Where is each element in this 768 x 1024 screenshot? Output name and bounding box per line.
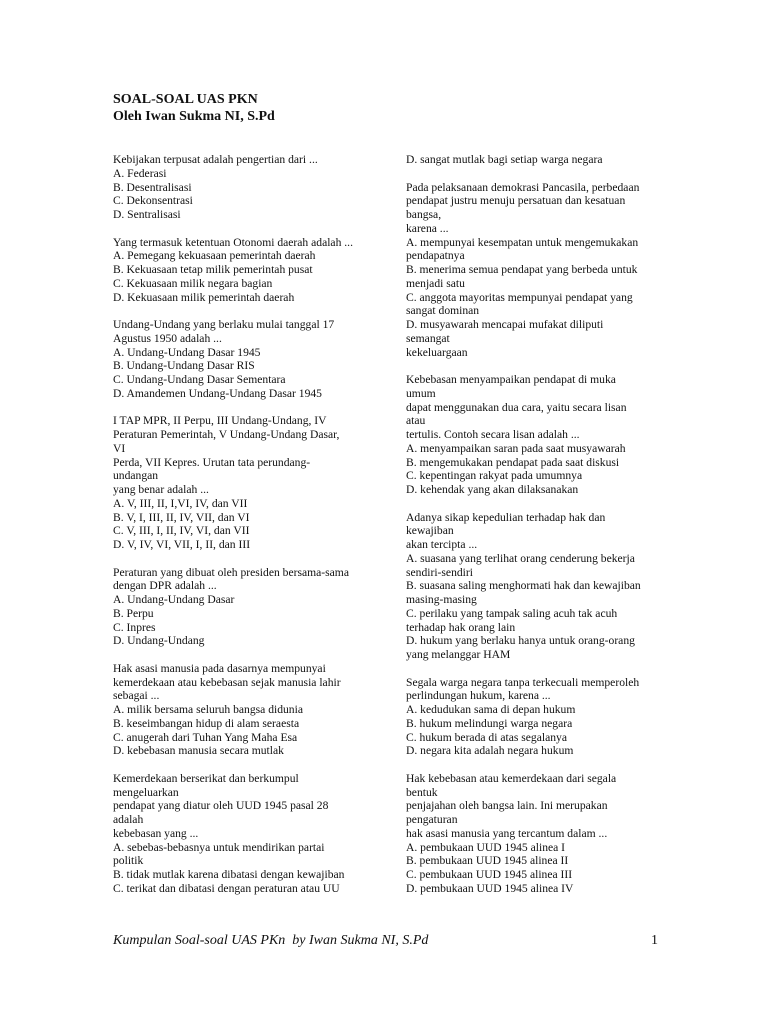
answer-option: B. menerima semua pendapat yang berbeda untuk [406,263,638,276]
answer-option: A. sebebas-bebasnya untuk mendirikan partai [113,840,325,854]
answer-option: A. Undang-Undang Dasar 1945 [113,345,261,359]
question-text-line: bangsa, [406,208,442,221]
question-text-line: Yang termasuk ketentuan Otonomi daerah adalah ... [113,235,353,249]
question-text-line: mengeluarkan [113,785,179,799]
question-text-line: pendapat justru menuju persatuan dan kesatuan [406,194,626,208]
question-text-line: hak asasi manusia yang tercantum dalam ... [406,826,608,840]
answer-option: A. pembukaan UUD 1945 alinea I [406,840,566,854]
answer-option: C. V, III, I, II, IV, VI, dan VII [113,524,250,538]
answer-option: D. kehendak yang akan dilaksanakan [406,483,579,496]
question-text-line: dapat menggunakan dua cara, yaitu secara lisan [406,400,627,414]
question-text-line: kewajiban [406,524,454,538]
answer-option: B. Undang-Undang Dasar RIS [113,359,255,373]
answer-option: B. Desentralisasi [113,180,192,194]
page-number: 1 [651,933,658,948]
question-text-line: menjadi satu [406,276,465,290]
question-text-line: kemerdekaan atau kebebasan sejak manusia lahir [113,675,341,689]
answer-option: C. kepentingan rakyat pada umumnya [406,469,583,483]
question-text-line: semangat [406,331,450,345]
question-text-line: pengaturan [406,813,458,826]
question-text-line: terhadap hak orang lain [406,620,516,634]
question-text-line: Pada pelaksanaan demokrasi Pancasila, perbedaan [406,180,640,194]
question-block [113,772,383,896]
question-text-line: penjajahan oleh bangsa lain. Ini merupakan [406,799,608,813]
question-block [406,153,656,167]
question-block [113,318,383,401]
question-block [113,662,383,758]
answer-option: A. kedudukan sama di depan hukum [406,703,576,716]
question-text-line: yang benar adalah ... [113,483,209,496]
footer-text: Kumpulan Soal-soal UAS PKn by Iwan Sukma NI, S.Pd [113,933,429,948]
left-column [113,153,383,909]
question-text-line: pendapat yang diatur oleh UUD 1945 pasal 28 [113,799,329,813]
answer-option: A. menyampaikan saran pada saat musyawarah [406,441,626,455]
question-text-line: kebebasan yang ... [113,826,199,840]
answer-option: C. pembukaan UUD 1945 alinea III [406,868,573,881]
question-text-line: Perda, VII Kepres. Urutan tata perundang- [113,455,311,469]
question-text-line: I TAP MPR, II Perpu, III Undang-Undang, IV [113,414,327,428]
answer-option: B. V, I, III, II, IV, VII, dan VI [113,510,250,524]
question-text-line: Peraturan yang dibuat oleh presiden bersama-sama [113,565,349,579]
question-block [113,236,383,305]
question-text-line: sangat dominan [406,304,480,318]
answer-option: D. sangat mutlak bagi setiap warga negara [406,153,603,166]
question-text-line: Agustus 1950 adalah ... [113,331,222,345]
question-text-line: Kebebasan menyampaikan pendapat di muka [406,373,616,386]
question-block [406,511,656,662]
answer-option: A. V, III, II, I,VI, IV, dan VII [113,496,248,510]
answer-option: B. mengemukakan pendapat pada saat diskusi [406,455,620,469]
answer-option: B. tidak mutlak karena dibatasi dengan kewajiban [113,868,345,881]
question-block [113,566,383,649]
question-block [113,414,383,552]
question-block [406,676,656,759]
answer-option: C. terikat dan dibatasi dengan peraturan atau UU [113,881,340,895]
question-text-line: Hak asasi manusia pada dasarnya mempunyai [113,661,326,675]
page-footer [113,932,658,950]
question-block [406,181,656,360]
question-text-line: undangan [113,469,159,483]
right-column [406,153,656,909]
answer-option: B. suasana saling menghormati hak dan kewajiban [406,579,641,593]
answer-option: A. mempunyai kesempatan untuk mengemukakan [406,235,639,249]
answer-option: C. anggota mayoritas mempunyai pendapat yang [406,290,633,304]
answer-option: A. milik bersama seluruh bangsa didunia [113,703,303,716]
question-text-line: kekeluargaan [406,345,468,359]
answer-option: A. Federasi [113,166,167,180]
question-text-line: pendapatnya [406,249,465,263]
question-block [113,153,383,222]
question-text-line: atau [406,414,426,428]
question-text-line: Hak kebebasan atau kemerdekaan dari segala [406,771,617,785]
document-author: Oleh Iwan Sukma NI, S.Pd [113,109,275,124]
question-text-line: karena ... [406,221,449,235]
answer-option: C. anugerah dari Tuhan Yang Maha Esa [113,730,298,744]
answer-option: C. perilaku yang tampak saling acuh tak acuh [406,606,618,620]
answer-option: C. Kekuasaan milik negara bagian [113,276,273,290]
question-text-line: Undang-Undang yang berlaku mulai tanggal 17 [113,318,335,331]
answer-option: C. Inpres [113,620,156,634]
answer-option: D. V, IV, VI, VII, I, II, dan III [113,538,251,551]
question-text-line: dengan DPR adalah ... [113,579,217,593]
question-text-line: Segala warga negara tanpa terkecuali memperoleh [406,675,640,689]
answer-option: D. Amandemen Undang-Undang Dasar 1945 [113,386,322,400]
question-text-line: Adanya sikap kepedulian terhadap hak dan [406,510,606,524]
question-text-line: perlindungan hukum, karena ... [406,689,551,703]
question-text-line: Kebijakan terpusat adalah pengertian dari ... [113,153,318,166]
question-text-line: politik [113,854,144,868]
question-text-line: VI [113,441,126,455]
question-text-line: adalah [113,813,144,826]
document-title: SOAL-SOAL UAS PKN [113,92,258,107]
answer-option: A. Undang-Undang Dasar [113,593,235,606]
answer-option: D. Kekuasaan milik pemerintah daerah [113,290,295,304]
answer-option: C. Undang-Undang Dasar Sementara [113,373,286,386]
answer-option: D. Undang-Undang [113,634,205,648]
answer-option: A. suasana yang terlihat orang cenderung bekerja [406,551,635,565]
question-text-line: yang melanggar HAM [406,648,511,661]
question-text-line: sebagai ... [113,689,160,703]
answer-option: B. Kekuasaan tetap milik pemerintah pusat [113,263,313,276]
answer-option: D. hukum yang berlaku hanya untuk orang-orang [406,634,635,648]
question-text-line: umum [406,386,436,400]
answer-option: D. negara kita adalah negara hukum [406,744,574,758]
question-block [406,772,656,896]
answer-option: B. hukum melindungi warga negara [406,716,573,730]
answer-option: B. pembukaan UUD 1945 alinea II [406,854,569,868]
document-header [113,91,275,125]
answer-option: D. pembukaan UUD 1945 alinea IV [406,881,574,895]
question-text-line: Kemerdekaan berserikat dan berkumpul [113,771,299,785]
question-text-line: masing-masing [406,593,477,606]
answer-option: B. Perpu [113,606,154,620]
question-text-line: sendiri-sendiri [406,565,473,579]
answer-option: D. musyawarah mencapai mufakat diliputi [406,318,604,331]
question-text-line: Peraturan Pemerintah, V Undang-Undang Dasar, [113,428,340,441]
question-text-line: tertulis. Contoh secara lisan adalah ... [406,428,580,441]
answer-option: D. kebebasan manusia secara mutlak [113,744,284,758]
answer-option: C. Dekonsentrasi [113,194,193,208]
answer-option: C. hukum berada di atas segalanya [406,730,567,744]
question-text-line: akan tercipta ... [406,538,478,551]
answer-option: D. Sentralisasi [113,208,181,221]
question-block [406,373,656,497]
question-text-line: bentuk [406,785,438,799]
answer-option: B. keseimbangan hidup di alam seraesta [113,716,300,730]
answer-option: A. Pemegang kekuasaan pemerintah daerah [113,249,316,263]
